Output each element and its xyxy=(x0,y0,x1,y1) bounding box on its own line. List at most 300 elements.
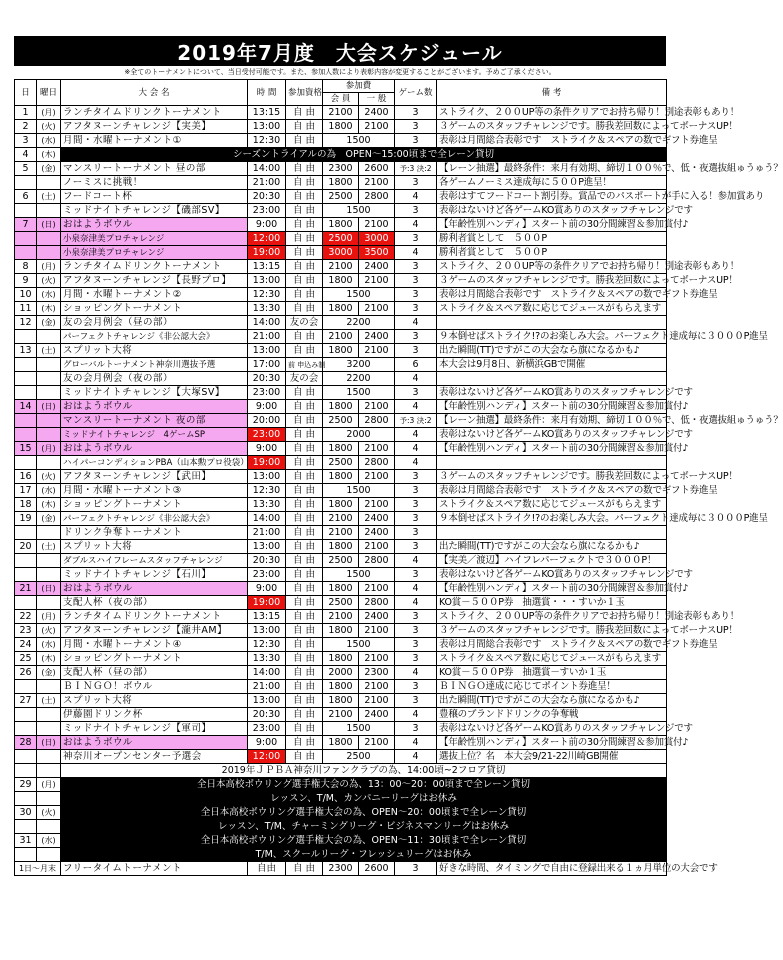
row-dow: (月) xyxy=(37,610,61,624)
event-remarks: 本大会は9月8日、新横浜GBで開催 xyxy=(437,358,667,372)
event-time: 13:00 xyxy=(248,120,286,134)
header-dow: 曜日 xyxy=(37,80,61,106)
event-games: 3 xyxy=(395,330,437,344)
event-qualification: 自 由 xyxy=(286,344,323,358)
table-row xyxy=(15,680,667,694)
event-games: 4 xyxy=(395,428,437,442)
event-remarks: 表彰はないけど各ゲームKO賞ありのスタッフチャレンジです xyxy=(437,568,667,582)
event-remarks xyxy=(437,372,667,386)
table-row xyxy=(15,204,667,218)
event-games: 3 xyxy=(395,512,437,526)
event-qualification: 自 由 xyxy=(286,722,323,736)
table-row xyxy=(15,302,667,316)
row-day: 20 xyxy=(15,540,37,554)
event-fee: 1500 xyxy=(323,134,395,148)
event-remarks: 表彰はないけど各ゲームKO賞ありのスタッフチャレンジです xyxy=(437,204,667,218)
event-qualification: 自 由 xyxy=(286,442,323,456)
event-name: スプリット大将 xyxy=(61,344,248,358)
closure-notice: 2019年ＪＰＢＡ神奈川ファンクラブの為、14:00頃~2フロア貸切 xyxy=(61,764,667,778)
event-time: 17:00 xyxy=(248,358,286,372)
event-fee-member: 1800 xyxy=(323,274,359,288)
header-time: 時 間 xyxy=(248,80,286,106)
event-fee-general: 2100 xyxy=(359,442,395,456)
event-fee-member: 1800 xyxy=(323,680,359,694)
event-qualification: 自 由 xyxy=(286,540,323,554)
event-qualification: 自 由 xyxy=(286,610,323,624)
event-games: 3 xyxy=(395,176,437,190)
row-day: 3 xyxy=(15,134,37,148)
event-time: 23:00 xyxy=(248,386,286,400)
event-name: ドリンク争奪トーナメント xyxy=(61,526,248,540)
event-qualification: 自 由 xyxy=(286,232,323,246)
row-day xyxy=(15,246,37,260)
event-fee: 3200 xyxy=(323,358,395,372)
event-fee-general: 2100 xyxy=(359,274,395,288)
row-day: 28 xyxy=(15,736,37,750)
event-remarks: 各ゲームノーミス達成毎に５００P進呈！ xyxy=(437,176,667,190)
event-name: アフタヌーンチャレンジ【実美】 xyxy=(61,120,248,134)
table-row xyxy=(15,484,667,498)
event-remarks: 表彰はないけど各ゲームKO賞ありのスタッフチャレンジです xyxy=(437,386,667,400)
event-fee-general: 2300 xyxy=(359,666,395,680)
row-day xyxy=(15,232,37,246)
event-time: 13:15 xyxy=(248,106,286,120)
event-remarks: 【レーン抽選】最終条件：来月有効期、締切１００％で、低・夜選抜組ゅうゅう？ xyxy=(437,414,667,428)
row-dow: (金) xyxy=(37,512,61,526)
event-fee: 1500 xyxy=(323,722,395,736)
row-day: 22 xyxy=(15,610,37,624)
row-dow: (土) xyxy=(37,540,61,554)
event-fee-member: 1800 xyxy=(323,470,359,484)
row-dow: (木) xyxy=(37,652,61,666)
row-day: 6 xyxy=(15,190,37,204)
row-day: 15 xyxy=(15,442,37,456)
event-fee-member: 2500 xyxy=(323,190,359,204)
event-time: 13:00 xyxy=(248,274,286,288)
row-dow: (水) xyxy=(37,834,61,848)
table-row xyxy=(15,862,667,876)
event-fee: 2500 xyxy=(323,750,395,764)
event-fee-member: 1800 xyxy=(323,442,359,456)
event-time: 13:00 xyxy=(248,540,286,554)
event-name: アフタヌーンチャレンジ【瀧井AM】 xyxy=(61,624,248,638)
event-time: 19:00 xyxy=(248,456,286,470)
event-remarks: ストライク、２００UP等の条件クリアでお持ち帰り！別途表彰もあり！ xyxy=(437,610,667,624)
row-day: 23 xyxy=(15,624,37,638)
closure-row xyxy=(15,806,667,820)
event-games: 4 xyxy=(395,246,437,260)
closure-row xyxy=(15,848,667,862)
event-fee-member: 2100 xyxy=(323,708,359,722)
row-dow xyxy=(37,848,61,862)
table-row xyxy=(15,120,667,134)
table-row xyxy=(15,260,667,274)
row-dow: (木) xyxy=(37,498,61,512)
row-dow: (火) xyxy=(37,806,61,820)
row-day: 2 xyxy=(15,120,37,134)
event-name: 友の会月例会（夜の部） xyxy=(61,372,248,386)
event-games: 3 xyxy=(395,470,437,484)
table-row xyxy=(15,652,667,666)
event-fee-member: 1800 xyxy=(323,694,359,708)
event-fee: 1500 xyxy=(323,568,395,582)
row-day: 7 xyxy=(15,218,37,232)
schedule-body xyxy=(15,106,783,876)
event-time: 19:00 xyxy=(248,596,286,610)
event-fee-general: 2100 xyxy=(359,652,395,666)
table-row xyxy=(15,470,667,484)
table-row xyxy=(15,246,667,260)
event-name: ショッピングトーナメント xyxy=(61,498,248,512)
row-dow: (水) xyxy=(37,134,61,148)
event-games: 4 xyxy=(395,736,437,750)
event-remarks: 勝利者賞として ５００P xyxy=(437,232,667,246)
event-qualification: 自 由 xyxy=(286,512,323,526)
event-qualification: 友の会 xyxy=(286,372,323,386)
table-row xyxy=(15,386,667,400)
row-dow: (水) xyxy=(37,288,61,302)
event-fee: 1500 xyxy=(323,288,395,302)
event-time: 自由 xyxy=(248,862,286,876)
event-fee-general: 2100 xyxy=(359,218,395,232)
event-time: 23:00 xyxy=(248,568,286,582)
header-fee-general: 一 般 xyxy=(359,93,395,106)
event-qualification: 自 由 xyxy=(286,680,323,694)
event-name: おはようボウル xyxy=(61,442,248,456)
event-fee: 1500 xyxy=(323,638,395,652)
row-dow xyxy=(37,232,61,246)
row-day: 29 xyxy=(15,778,37,792)
event-fee-member: 2100 xyxy=(323,260,359,274)
event-qualification: 前 申込み制 xyxy=(286,358,323,372)
event-remarks: 表彰は月間総合表彰です ストライク＆スペアの数でギフト券進呈 xyxy=(437,288,667,302)
row-day: 1日～月末 xyxy=(15,862,61,876)
event-fee-member: 1800 xyxy=(323,582,359,596)
row-day xyxy=(15,764,37,778)
event-games: 3 xyxy=(395,204,437,218)
event-time: 13:30 xyxy=(248,498,286,512)
event-fee-general: 2800 xyxy=(359,596,395,610)
event-name: 小泉奈津美プロチャレンジ xyxy=(61,232,248,246)
event-remarks: ３ゲームのスタッフチャレンジです。勝我差回数によってボーナスUP！ xyxy=(437,624,667,638)
table-row xyxy=(15,554,667,568)
table-row xyxy=(15,414,667,428)
table-row xyxy=(15,498,667,512)
event-games: 3 xyxy=(395,624,437,638)
event-games: 3 xyxy=(395,610,437,624)
event-name: マンスリートーナメント 夜の部 xyxy=(61,414,248,428)
row-day xyxy=(15,204,37,218)
event-games: 3 xyxy=(395,274,437,288)
event-games: 3 xyxy=(395,498,437,512)
event-remarks: 表彰はないけど各ゲームKO賞ありのスタッフチャレンジです xyxy=(437,722,667,736)
event-qualification: 自 由 xyxy=(286,526,323,540)
row-dow: (月) xyxy=(37,260,61,274)
closure-row xyxy=(15,792,667,806)
event-name: グローバルトーナメント神奈川選抜予選 xyxy=(61,358,248,372)
event-games: 4 xyxy=(395,316,437,330)
event-time: 12:30 xyxy=(248,638,286,652)
event-games: 3 xyxy=(395,120,437,134)
event-games: 4 xyxy=(395,582,437,596)
event-time: 9:00 xyxy=(248,218,286,232)
row-dow xyxy=(37,792,61,806)
event-time: 9:00 xyxy=(248,736,286,750)
event-games: 3 xyxy=(395,134,437,148)
event-remarks: KO賞－５００P券 抽選賞－すいか１玉 xyxy=(437,666,667,680)
event-fee-member: 2500 xyxy=(323,596,359,610)
row-dow xyxy=(37,372,61,386)
row-day: 11 xyxy=(15,302,37,316)
event-remarks: 表彰は月間総合表彰です ストライク＆スペアの数でギフト券進呈 xyxy=(437,638,667,652)
table-row xyxy=(15,218,667,232)
event-remarks xyxy=(437,316,667,330)
event-qualification: 自 由 xyxy=(286,260,323,274)
event-fee-member: 1800 xyxy=(323,540,359,554)
event-remarks: 表彰はないけど各ゲームKO賞ありのスタッフチャレンジです xyxy=(437,428,667,442)
event-fee-general: 2400 xyxy=(359,708,395,722)
event-fee-member: 2100 xyxy=(323,512,359,526)
event-fee-member: 1800 xyxy=(323,176,359,190)
row-dow: (月) xyxy=(37,106,61,120)
event-fee-general: 2100 xyxy=(359,694,395,708)
event-games: 3 xyxy=(395,526,437,540)
row-dow xyxy=(37,358,61,372)
header-day: 日 xyxy=(15,80,37,106)
event-time: 21:00 xyxy=(248,330,286,344)
event-games: 4 xyxy=(395,554,437,568)
event-games: 4 xyxy=(395,190,437,204)
event-games: 3 xyxy=(395,862,437,876)
event-qualification: 自 由 xyxy=(286,470,323,484)
row-day xyxy=(15,750,37,764)
closure-row xyxy=(15,778,667,792)
event-name: 小泉奈津美プロチャレンジ xyxy=(61,246,248,260)
event-fee-member: 2100 xyxy=(323,526,359,540)
event-time: 20:00 xyxy=(248,414,286,428)
event-qualification: 自 由 xyxy=(286,456,323,470)
event-qualification: 自 由 xyxy=(286,414,323,428)
row-dow: (土) xyxy=(37,190,61,204)
row-day: 9 xyxy=(15,274,37,288)
event-fee: 2200 xyxy=(323,316,395,330)
event-games: 4 xyxy=(395,456,437,470)
event-time: 20:30 xyxy=(248,190,286,204)
row-day: 18 xyxy=(15,498,37,512)
event-fee-general: 2100 xyxy=(359,344,395,358)
event-name: 月間・水曜トーナメント④ xyxy=(61,638,248,652)
row-day xyxy=(15,330,37,344)
event-remarks xyxy=(437,456,667,470)
row-day xyxy=(15,526,37,540)
row-day: 14 xyxy=(15,400,37,414)
event-games: 4 xyxy=(395,666,437,680)
event-name: パーフェクトチャレンジ《非公認大会》 xyxy=(61,512,248,526)
event-fee-member: 2500 xyxy=(323,456,359,470)
event-games: 3 xyxy=(395,568,437,582)
event-remarks: ３ゲームのスタッフチャレンジです。勝我差回数によってボーナスUP！ xyxy=(437,274,667,288)
row-day xyxy=(15,176,37,190)
row-day xyxy=(15,596,37,610)
row-dow xyxy=(37,568,61,582)
event-time: 14:00 xyxy=(248,512,286,526)
event-fee-general: 2400 xyxy=(359,260,395,274)
event-remarks: 出た瞬間(TT)ですがこの大会なら旗になるかも♪ xyxy=(437,540,667,554)
event-time: 19:00 xyxy=(248,246,286,260)
event-name: ショッピングトーナメント xyxy=(61,652,248,666)
row-dow: (日) xyxy=(37,736,61,750)
event-fee-member: 2500 xyxy=(323,554,359,568)
header-games: ゲーム数 xyxy=(395,80,437,106)
event-name: パーフェクトチャレンジ《非公認大会》 xyxy=(61,330,248,344)
row-dow xyxy=(37,176,61,190)
row-day xyxy=(15,456,37,470)
event-fee-general: 2400 xyxy=(359,610,395,624)
event-fee: 1500 xyxy=(323,386,395,400)
event-time: 13:15 xyxy=(248,260,286,274)
table-row xyxy=(15,372,667,386)
page-title: 2019年7月度 大会スケジュール xyxy=(14,36,666,66)
event-remarks: 【年齢性別ハンディ】スタート前の30分間練習＆参加賞付♪ xyxy=(437,442,667,456)
event-time: 23:00 xyxy=(248,204,286,218)
row-day xyxy=(15,414,37,428)
row-day: 30 xyxy=(15,806,37,820)
notice-text: ※全てのトーナメントについて、当日受付可能です。また、参加人数により表彰内容が変更することがございます。予めご了承ください。 xyxy=(124,68,556,76)
table-row xyxy=(15,274,667,288)
row-day xyxy=(15,680,37,694)
event-qualification: 友の会 xyxy=(286,316,323,330)
event-fee-member: 2300 xyxy=(323,162,359,176)
event-remarks: ３ゲームのスタッフチャレンジです。勝我差回数によってボーナスUP！ xyxy=(437,120,667,134)
event-name: おはようボウル xyxy=(61,400,248,414)
event-time: 13:00 xyxy=(248,470,286,484)
event-name: アフタヌーンチャレンジ【武田】 xyxy=(61,470,248,484)
event-games: 予:3 決:2 xyxy=(395,162,437,176)
event-remarks: 表彰はすてフードコート割引券。賞品でのパスポートが手に入る！参加賞あり xyxy=(437,190,667,204)
event-time: 20:30 xyxy=(248,372,286,386)
row-day: 13 xyxy=(15,344,37,358)
table-row xyxy=(15,106,667,120)
event-fee: 2200 xyxy=(323,372,395,386)
event-games: 4 xyxy=(395,596,437,610)
event-games: 3 xyxy=(395,232,437,246)
event-fee-general: 2100 xyxy=(359,400,395,414)
event-name: 月間・水曜トーナメント② xyxy=(61,288,248,302)
event-games: 3 xyxy=(395,652,437,666)
event-games: 3 xyxy=(395,302,437,316)
row-dow xyxy=(37,456,61,470)
event-qualification: 自 由 xyxy=(286,694,323,708)
row-dow xyxy=(37,386,61,400)
event-time: 13:30 xyxy=(248,302,286,316)
event-qualification: 自 由 xyxy=(286,106,323,120)
event-fee-member: 2100 xyxy=(323,610,359,624)
event-time: 9:00 xyxy=(248,442,286,456)
row-dow xyxy=(37,722,61,736)
event-time: 21:00 xyxy=(248,526,286,540)
event-fee: 1500 xyxy=(323,484,395,498)
event-fee-general: 2100 xyxy=(359,120,395,134)
event-games: 4 xyxy=(395,218,437,232)
event-name: ミッドナイトチャレンジ【軍司】 xyxy=(61,722,248,736)
event-fee-general: 3500 xyxy=(359,246,395,260)
event-name: 月間・水曜トーナメント③ xyxy=(61,484,248,498)
event-remarks: 出た瞬間(TT)ですがこの大会なら旗になるかも♪ xyxy=(437,344,667,358)
closure-notice: レッスン、T/M、チャーミングリーグ・ビジネスマンリーグはお休み xyxy=(61,820,667,834)
row-dow xyxy=(37,680,61,694)
row-day: 31 xyxy=(15,834,37,848)
event-time: 13:00 xyxy=(248,344,286,358)
event-games: 3 xyxy=(395,288,437,302)
event-time: 13:15 xyxy=(248,610,286,624)
event-fee-general: 2100 xyxy=(359,302,395,316)
table-row xyxy=(15,610,667,624)
event-games: 3 xyxy=(395,694,437,708)
event-name: ランチタイムドリンクトーナメント xyxy=(61,260,248,274)
event-games: 4 xyxy=(395,400,437,414)
event-fee-general: 2800 xyxy=(359,414,395,428)
event-qualification: 自 由 xyxy=(286,708,323,722)
event-fee-member: 1800 xyxy=(323,400,359,414)
row-day xyxy=(15,792,37,806)
closure-notice: 全日本高校ボウリング選手権大会の為、13：00～20：00頃まで全レーン貸切 xyxy=(61,778,667,792)
row-day xyxy=(15,386,37,400)
event-name: 伊藤園ドリンク杯 xyxy=(61,708,248,722)
table-row xyxy=(15,162,667,176)
event-name: アフタヌーンチャレンジ【長野プロ】 xyxy=(61,274,248,288)
event-games: 3 xyxy=(395,106,437,120)
row-day xyxy=(15,820,37,834)
event-time: 13:30 xyxy=(248,652,286,666)
event-fee-general: 2400 xyxy=(359,106,395,120)
event-time: 14:00 xyxy=(248,666,286,680)
row-day: 8 xyxy=(15,260,37,274)
row-dow: (金) xyxy=(37,316,61,330)
event-name: フリータイムトーナメント xyxy=(61,862,248,876)
event-fee-member: 1800 xyxy=(323,344,359,358)
table-row xyxy=(15,344,667,358)
event-games: 3 xyxy=(395,540,437,554)
event-qualification: 自 由 xyxy=(286,652,323,666)
event-fee-general: 2100 xyxy=(359,736,395,750)
event-remarks: 【年齢性別ハンディ】スタート前の30分間練習＆参加賞付♪ xyxy=(437,582,667,596)
event-time: 20:30 xyxy=(248,554,286,568)
event-name: ランチタイムドリンクトーナメント xyxy=(61,106,248,120)
event-fee-member: 3000 xyxy=(323,246,359,260)
table-row xyxy=(15,722,667,736)
event-fee-general: 2800 xyxy=(359,190,395,204)
row-day: 16 xyxy=(15,470,37,484)
event-fee-general: 2100 xyxy=(359,680,395,694)
header-remarks: 備 考 xyxy=(437,80,667,106)
event-remarks: 好きな時間、タイミングで自由に登録出来る１ヵ月単位の大会です xyxy=(437,862,667,876)
row-dow: (日) xyxy=(37,400,61,414)
event-fee-member: 2500 xyxy=(323,232,359,246)
table-header xyxy=(15,80,667,106)
event-fee: 2000 xyxy=(323,428,395,442)
event-name: ダブルスハイフレームスタッフチャレンジ xyxy=(61,554,248,568)
table-row xyxy=(15,428,667,442)
event-time: 12:30 xyxy=(248,288,286,302)
event-time: 23:00 xyxy=(248,428,286,442)
event-remarks: 勝利者賞として ５００P xyxy=(437,246,667,260)
event-remarks: ストライク＆スペア数に応じてジュースがもらえます xyxy=(437,652,667,666)
row-dow: (火) xyxy=(37,120,61,134)
event-qualification: 自 由 xyxy=(286,750,323,764)
event-name: おはようボウル xyxy=(61,736,248,750)
event-time: 21:00 xyxy=(248,176,286,190)
row-day xyxy=(15,428,37,442)
